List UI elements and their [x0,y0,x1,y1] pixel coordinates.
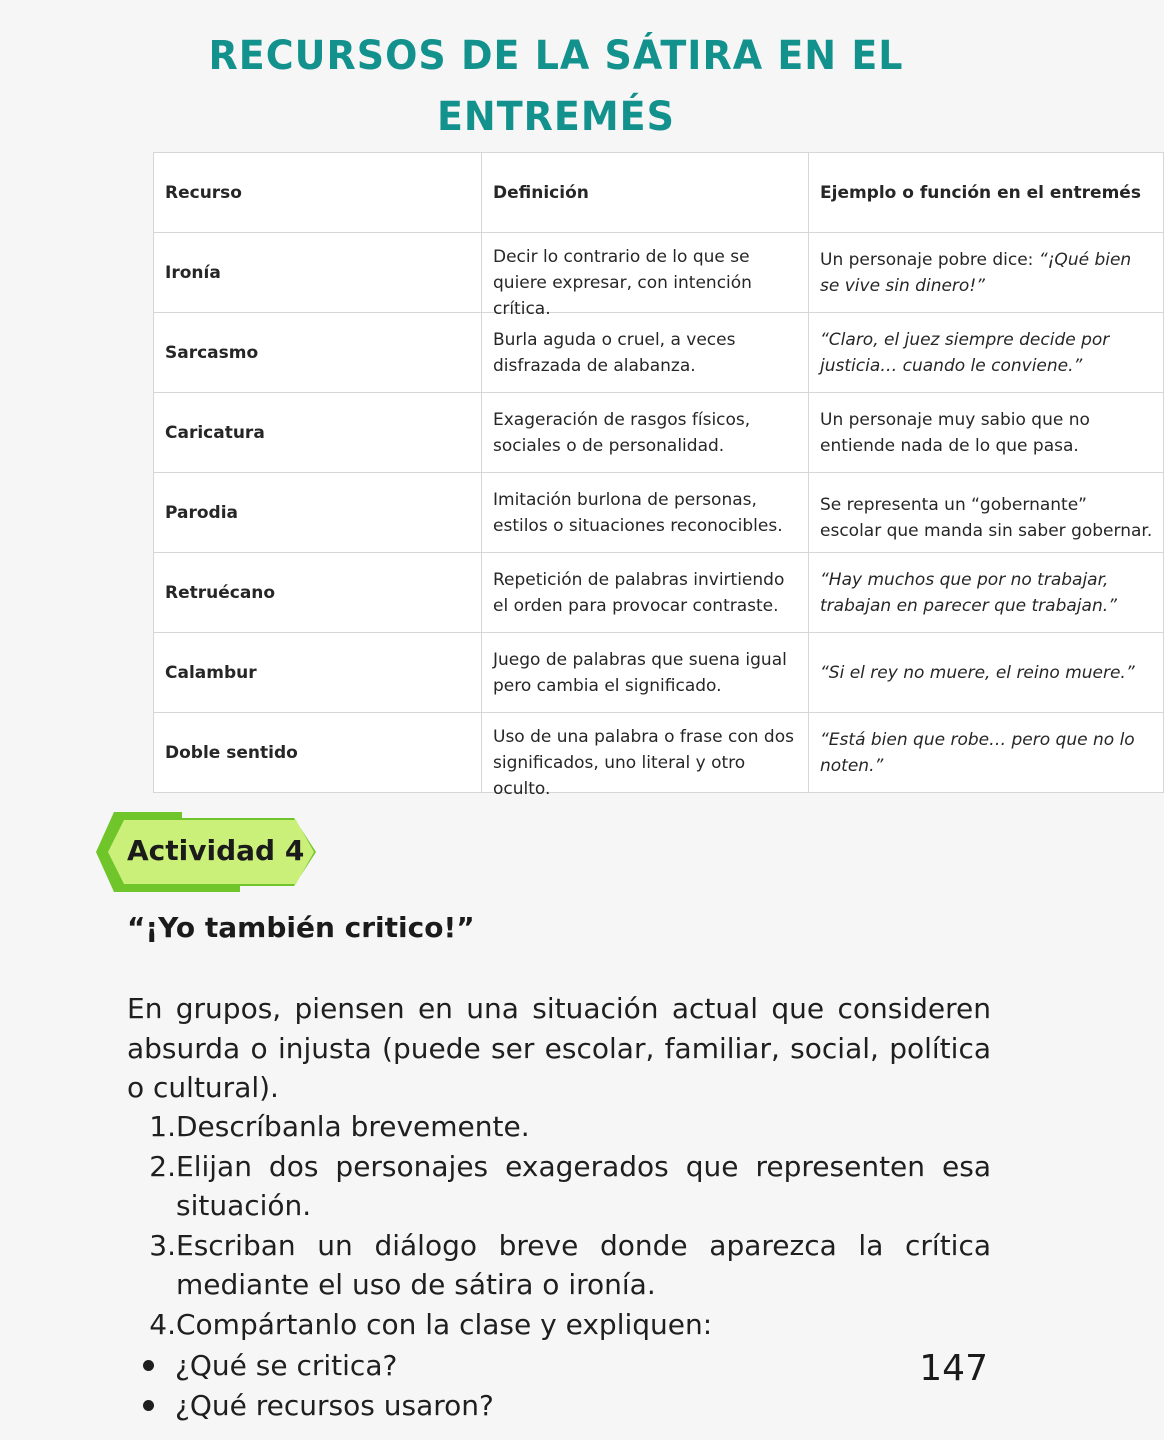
step-number: 1. [149,1110,176,1143]
activity-steps [127,1107,991,1344]
cell-definicion-text: Exageración de rasgos físicos, sociales o de personalidad. [493,409,751,456]
activity-intro: En grupos, piensen en una situación actual que consideren absurda o injusta (puede ser escolar, familiar, social, política o cultural). [127,992,991,1104]
cell-ejemplo [809,473,1164,553]
step-text: Escriban un diálogo breve donde aparezca la crítica mediante el uso de sátira o ironía. [176,1228,991,1301]
cell-ejemplo-text [820,567,1153,619]
step-number: 2. [149,1149,176,1183]
cell-ejemplo-text [820,327,1153,379]
bullet-text: ¿Qué se critica? [175,1349,398,1382]
cell-recurso: Retruécano [154,553,482,633]
cell-definicion-text: Decir lo contrario de lo que se quiere expresar, con intención crítica. [493,246,752,319]
header-ejemplo-text: Ejemplo o función en el entremés [820,182,1141,203]
header-definicion: Definición [482,153,809,233]
cell-recurso: Calambur [154,633,482,713]
cell-ejemplo-italic: “Está bien que robe… pero que no lo noten.” [820,729,1135,776]
table-row [154,313,1164,393]
cell-ejemplo-text [820,407,1153,459]
satire-resources-table-wrapper [153,152,1153,799]
table-row [154,713,1164,793]
cell-definicion-text: Juego de palabras que suena igual pero cambia el significado. [493,649,787,696]
cell-recurso: Caricatura [154,393,482,473]
step-text: Elijan dos personajes exagerados que representen esa situación. [176,1149,991,1222]
cell-ejemplo-text [820,660,1153,686]
step-text: Descríbanla brevemente. [176,1110,530,1143]
cell-recurso: Parodia [154,473,482,553]
cell-ejemplo-italic: “Hay muchos que por no trabajar, trabajan en parecer que trabajan.” [820,569,1117,616]
cell-definicion-text: Uso de una palabra o frase con dos significados, uno literal y otro oculto. [493,726,794,799]
bullet-text: ¿Qué recursos usaron? [175,1388,494,1422]
cell-ejemplo-italic: “¡Qué bien se vive sin dinero!” [820,249,1132,296]
page-number: 147 [919,1348,988,1389]
activity-subtitle: “¡Yo también critico!” [127,911,475,944]
cell-recurso: Doble sentido [154,713,482,793]
cell-ejemplo [809,553,1164,633]
step-text: Compártanlo con la clase y expliquen: [176,1307,713,1341]
cell-ejemplo [809,233,1164,313]
cell-ejemplo [809,633,1164,713]
bullet-icon [143,1400,154,1411]
table-row [154,633,1164,713]
cell-definicion [482,473,809,553]
cell-definicion [482,313,809,393]
cell-definicion [482,553,809,633]
cell-ejemplo [809,393,1164,473]
page-title [0,25,1112,147]
cell-definicion-text: Imitación burlona de personas, estilos o situaciones reconocibles. [493,489,783,536]
cell-ejemplo-normal: Un personaje pobre dice: [820,249,1039,270]
list-item [127,1386,827,1426]
cell-definicion-text: Burla aguda o cruel, a veces disfrazada de alabanza. [493,329,736,376]
cell-recurso: Sarcasmo [154,313,482,393]
cell-ejemplo [809,313,1164,393]
list-item [127,1346,827,1386]
cell-ejemplo-normal: Un personaje muy sabio que no entiende nada de lo que pasa. [820,409,1090,456]
header-recurso: Recurso [154,153,482,233]
bullet-icon [143,1360,154,1371]
table-row [154,473,1164,553]
activity-bullets [127,1346,827,1425]
step-number: 4. [149,1307,176,1341]
cell-ejemplo-text [820,727,1153,779]
table-row [154,233,1164,313]
cell-recurso: Ironía [154,233,482,313]
cell-ejemplo-text [820,247,1153,299]
cell-definicion [482,713,809,799]
list-item [127,1107,991,1147]
step-number: 3. [149,1228,176,1262]
activity-badge-label: Actividad 4 [127,834,305,867]
table-row [154,553,1164,633]
page-title-line-1: RECURSOS DE LA SÁTIRA EN EL [208,32,904,79]
list-item [127,1226,991,1305]
cell-ejemplo-text [820,482,1153,544]
cell-definicion-text: Repetición de palabras invirtiendo el orden para provocar contraste. [493,569,785,616]
cell-ejemplo-italic: “Claro, el juez siempre decide por justicia… cuando le conviene.” [820,329,1110,376]
table-header-row [154,153,1164,233]
satire-resources-table [153,152,1164,799]
page-title-line-2: ENTREMÉS [436,93,676,140]
cell-ejemplo-italic: “Si el rey no muere, el reino muere.” [820,662,1135,683]
cell-definicion [482,633,809,713]
table-row [154,393,1164,473]
cell-definicion [482,393,809,473]
cell-ejemplo [809,713,1164,793]
cell-definicion [482,233,809,319]
header-ejemplo [809,153,1164,233]
list-item [127,1305,991,1345]
list-item [127,1147,991,1226]
cell-ejemplo-normal: Se representa un “gobernante” escolar que manda sin saber gobernar. [820,494,1153,541]
